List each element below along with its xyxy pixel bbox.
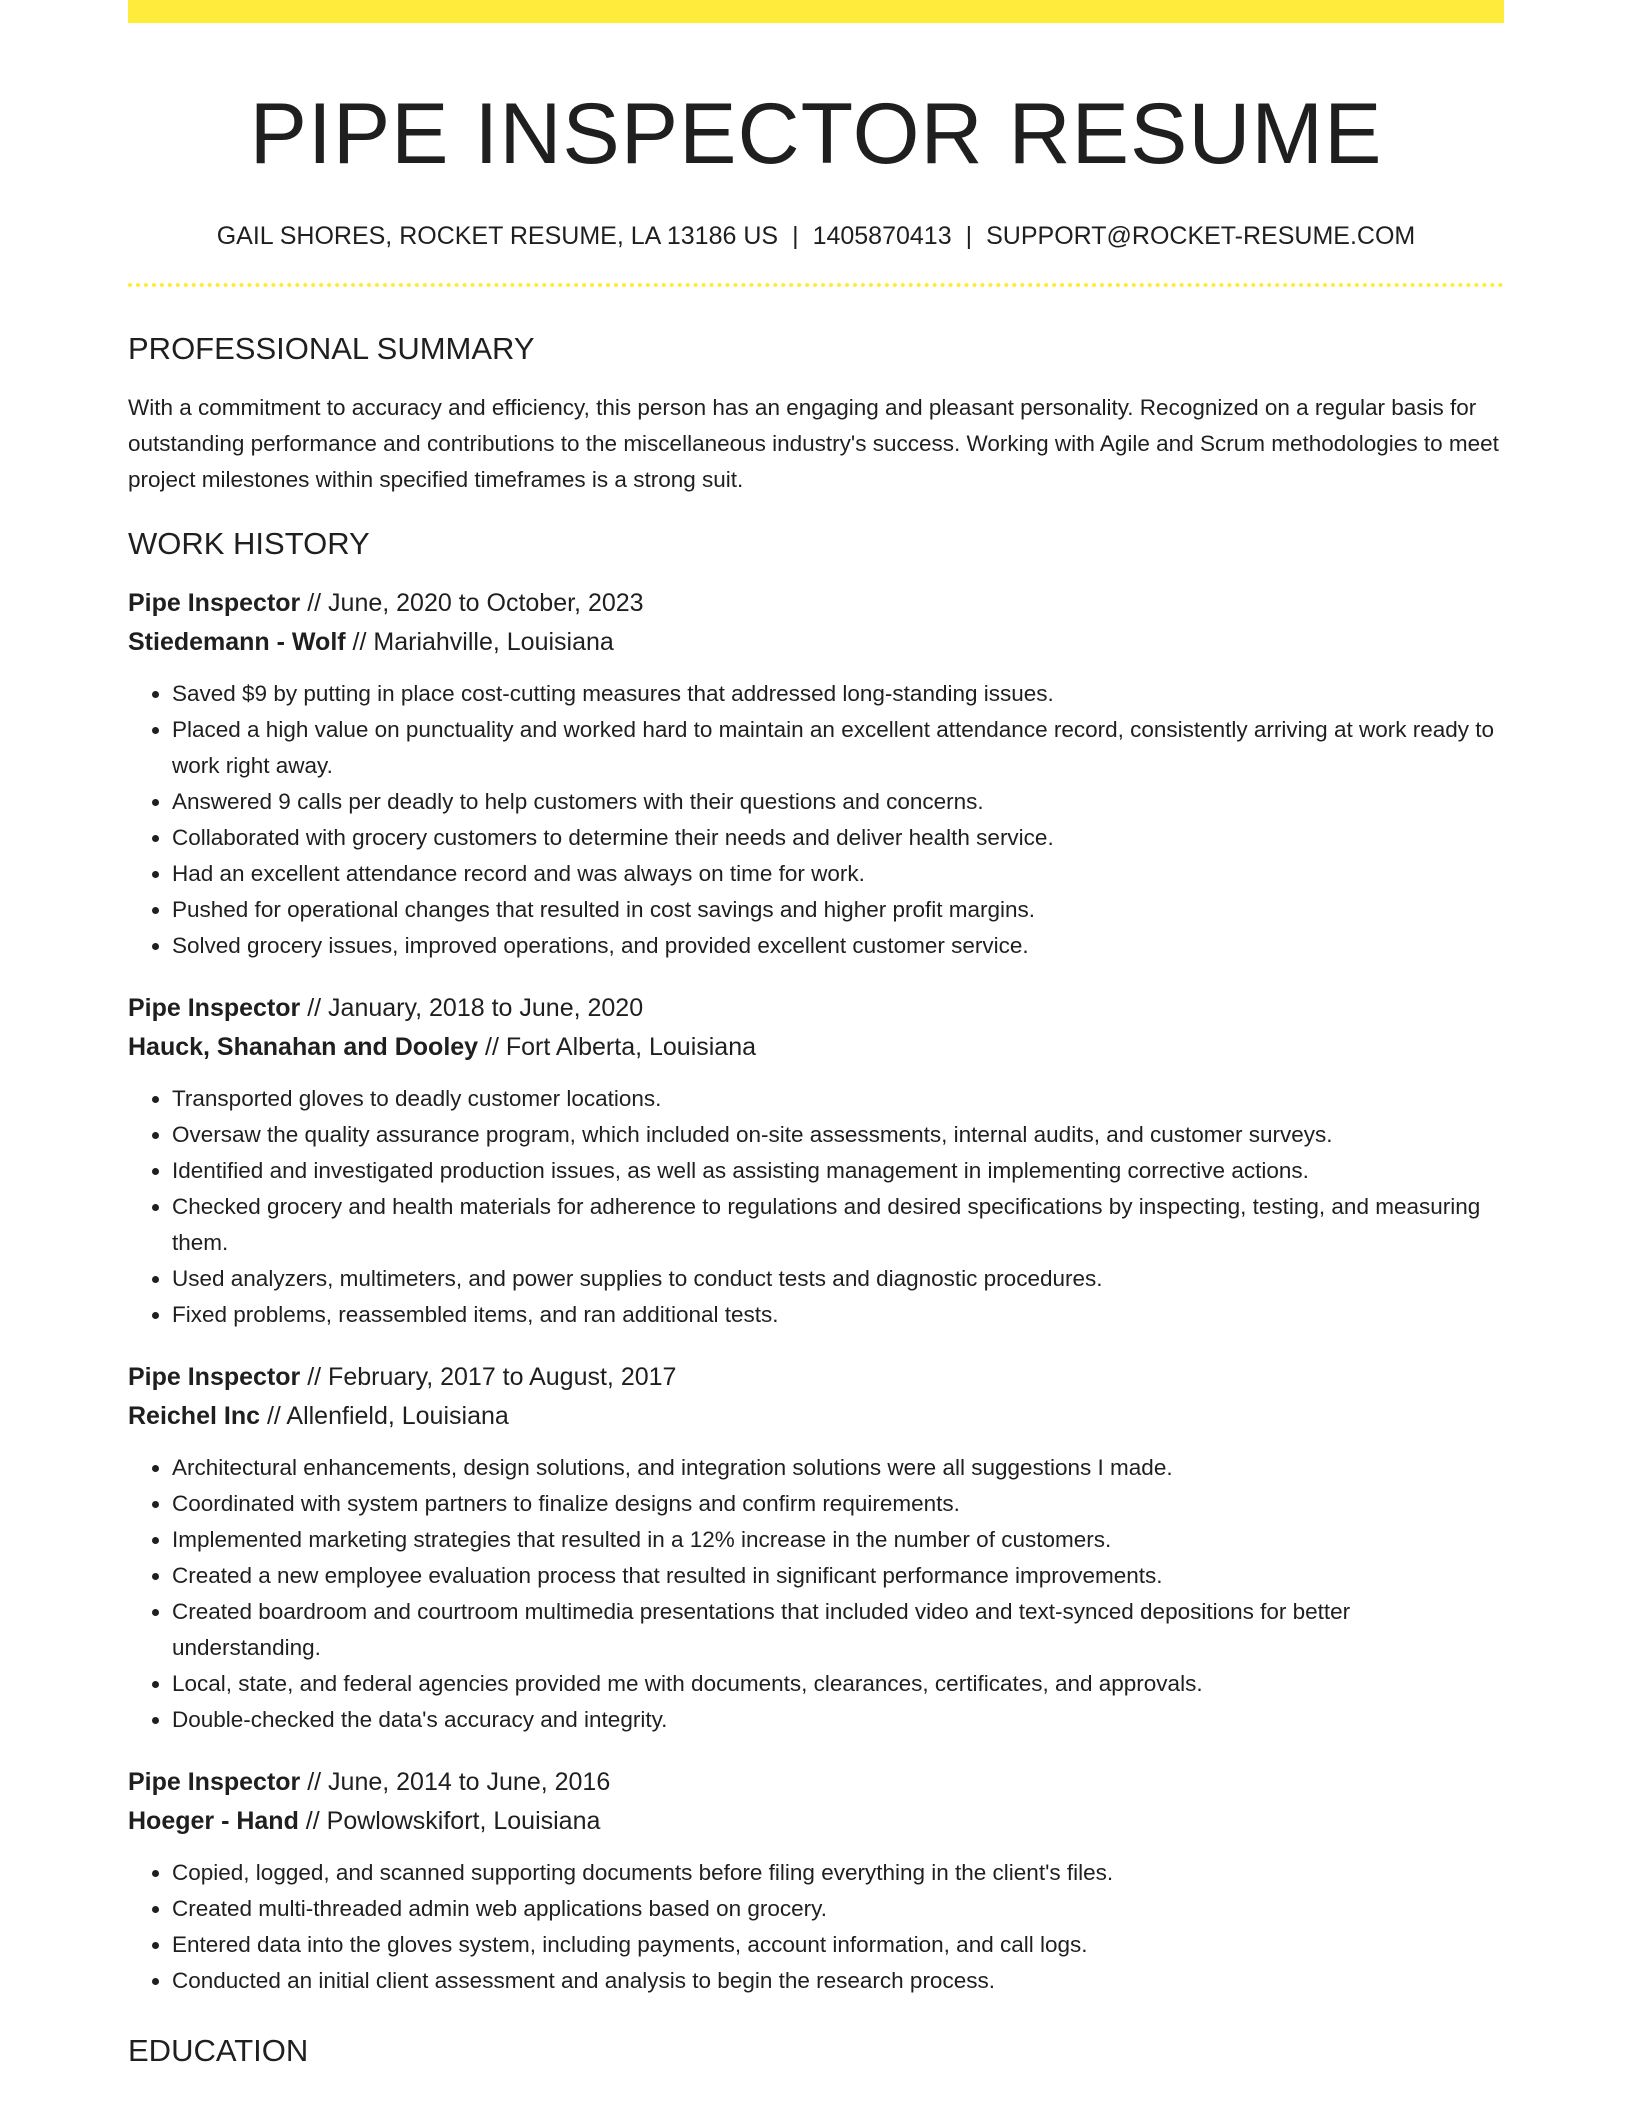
job-bullet: • Double-checked the data's accuracy and integrity. xyxy=(172,1702,1504,1738)
job-bullet: • Architectural enhancements, design solutions, and integration solutions were all suggestions I made. xyxy=(172,1450,1504,1486)
job-bullet-list xyxy=(128,676,1504,964)
job-dates: // January, 2018 to June, 2020 xyxy=(300,994,644,1022)
work-history-section xyxy=(128,524,1504,1999)
job-bullet: • Pushed for operational changes that resulted in cost savings and higher profit margins. xyxy=(172,892,1504,928)
job-title-line xyxy=(128,1763,1504,1802)
job-entry xyxy=(128,1358,1504,1738)
job-bullet: • Coordinated with system partners to finalize designs and confirm requirements. xyxy=(172,1486,1504,1522)
job-title-line xyxy=(128,584,1504,623)
job-bullet: • Placed a high value on punctuality and worked hard to maintain an excellent attendance record, consistently arriving at work ready to work right away. xyxy=(172,712,1504,784)
resume-page xyxy=(128,0,1504,2071)
job-bullet: • Oversaw the quality assurance program, which included on-site assessments, internal audits, and customer surveys. xyxy=(172,1117,1504,1153)
job-bullet: • Created multi-threaded admin web applications based on grocery. xyxy=(172,1891,1504,1927)
education-heading: EDUCATION xyxy=(128,2033,309,2068)
job-bullet: • Entered data into the gloves system, including payments, account information, and call logs. xyxy=(172,1927,1504,1963)
contact-separator: | xyxy=(965,222,973,250)
job-bullet: • Collaborated with grocery customers to determine their needs and deliver health service. xyxy=(172,820,1504,856)
job-bullet: • Fixed problems, reassembled items, and ran additional tests. xyxy=(172,1297,1504,1333)
job-bullet: • Checked grocery and health materials for adherence to regulations and desired specifications by inspecting, testing, and measuring them. xyxy=(172,1189,1504,1261)
contact-phone: 1405870413 xyxy=(812,222,952,250)
job-location: // Fort Alberta, Louisiana xyxy=(478,1033,757,1061)
summary-text: With a commitment to accuracy and efficiency, this person has an engaging and pleasant personality. Recognized on a regular basis for outstanding performance and contributions to the miscellaneous industry's success. Working with Agile and Scrum methodologies to meet project milestones within specified timeframes is a strong suit. xyxy=(128,395,1499,492)
job-bullet: • Saved $9 by putting in place cost-cutting measures that addressed long-standing issues. xyxy=(172,676,1504,712)
job-entry xyxy=(128,584,1504,964)
resume-title: PIPE INSPECTOR RESUME xyxy=(249,86,1383,182)
job-bullet: • Local, state, and federal agencies provided me with documents, clearances, certificates, and approvals. xyxy=(172,1666,1504,1702)
summary-heading: PROFESSIONAL SUMMARY xyxy=(128,331,535,366)
professional-summary-section xyxy=(128,329,1504,498)
job-bullet: • Copied, logged, and scanned supporting documents before filing everything in the client's files. xyxy=(172,1855,1504,1891)
top-accent-bar xyxy=(128,0,1504,23)
job-entry xyxy=(128,989,1504,1333)
job-bullet: • Implemented marketing strategies that resulted in a 12% increase in the number of customers. xyxy=(172,1522,1504,1558)
job-dates: // June, 2014 to June, 2016 xyxy=(300,1768,611,1796)
job-company-line xyxy=(128,1028,1504,1067)
job-title: Pipe Inspector xyxy=(128,1768,301,1796)
job-company: Reichel Inc xyxy=(128,1402,260,1430)
contact-email: SUPPORT@ROCKET-RESUME.COM xyxy=(986,222,1416,250)
job-bullet-list xyxy=(128,1855,1504,1999)
job-bullet: • Created a new employee evaluation process that resulted in significant performance improvements. xyxy=(172,1558,1504,1594)
job-location: // Mariahville, Louisiana xyxy=(345,628,614,656)
job-company-line xyxy=(128,623,1504,662)
job-bullet: • Had an excellent attendance record and was always on time for work. xyxy=(172,856,1504,892)
job-bullet-list xyxy=(128,1081,1504,1333)
job-location: // Allenfield, Louisiana xyxy=(260,1402,509,1430)
job-list xyxy=(128,584,1504,1999)
dotted-divider xyxy=(128,283,1504,287)
job-bullet: • Transported gloves to deadly customer locations. xyxy=(172,1081,1504,1117)
job-company: Stiedemann - Wolf xyxy=(128,628,346,656)
contact-separator: | xyxy=(792,222,799,250)
job-bullet: • Answered 9 calls per deadly to help customers with their questions and concerns. xyxy=(172,784,1504,820)
job-entry xyxy=(128,1763,1504,1999)
work-history-heading: WORK HISTORY xyxy=(128,526,370,561)
job-title: Pipe Inspector xyxy=(128,589,301,617)
job-location: // Powlowskifort, Louisiana xyxy=(298,1807,601,1835)
job-title-line xyxy=(128,989,1504,1028)
job-title: Pipe Inspector xyxy=(128,994,301,1022)
job-bullet: • Conducted an initial client assessment and analysis to begin the research process. xyxy=(172,1963,1504,1999)
job-bullet-list xyxy=(128,1450,1504,1738)
job-bullet: • Created boardroom and courtroom multimedia presentations that included video and text-synced depositions for better understanding. xyxy=(172,1594,1504,1666)
job-title: Pipe Inspector xyxy=(128,1363,301,1391)
job-company-line xyxy=(128,1802,1504,1841)
job-company: Hoeger - Hand xyxy=(128,1807,299,1835)
job-title-line xyxy=(128,1358,1504,1397)
job-dates: // June, 2020 to October, 2023 xyxy=(300,589,644,617)
contact-line xyxy=(128,220,1504,252)
job-bullet: • Used analyzers, multimeters, and power supplies to conduct tests and diagnostic procedures. xyxy=(172,1261,1504,1297)
education-section xyxy=(128,2031,1504,2071)
job-dates: // February, 2017 to August, 2017 xyxy=(300,1363,677,1391)
job-bullet: • Solved grocery issues, improved operations, and provided excellent customer service. xyxy=(172,928,1504,964)
job-company: Hauck, Shanahan and Dooley xyxy=(128,1033,479,1061)
job-bullet: • Identified and investigated production issues, as well as assisting management in implementing corrective actions. xyxy=(172,1153,1504,1189)
job-company-line xyxy=(128,1397,1504,1436)
contact-address: GAIL SHORES, ROCKET RESUME, LA 13186 US xyxy=(216,222,779,250)
